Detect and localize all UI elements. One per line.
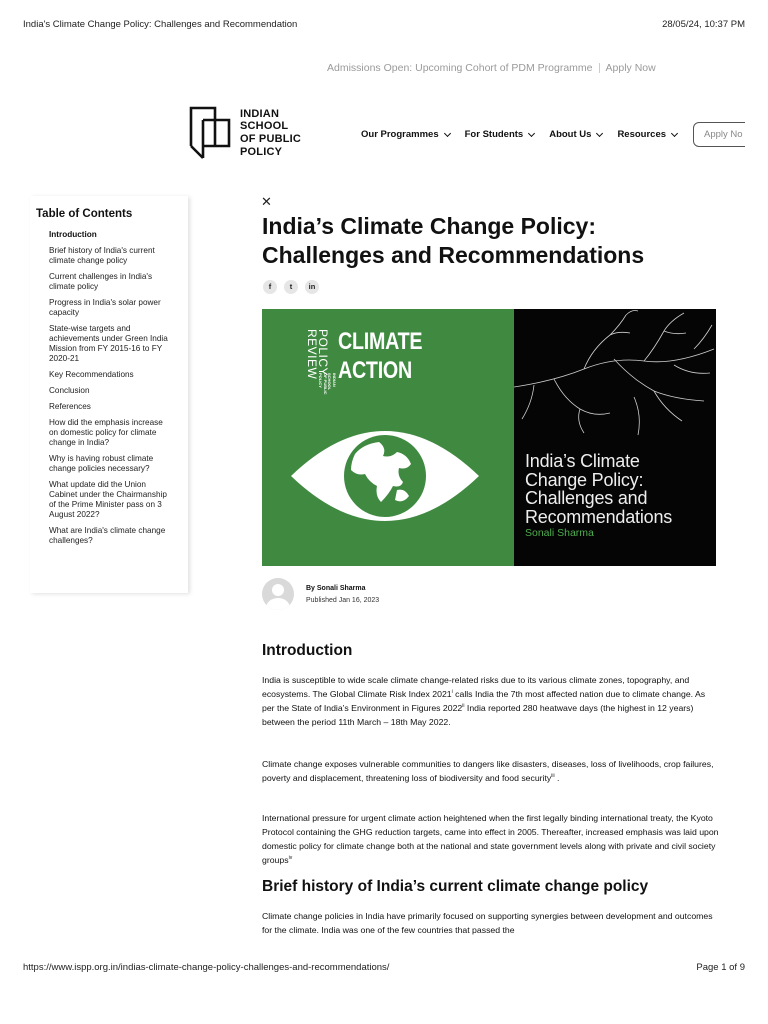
toc-item-references[interactable]: References [49,401,91,411]
toc-item-current-challenges[interactable]: Current challenges in India's climate policy [49,271,153,291]
hero-author: Sonali Sharma [525,527,594,539]
toc-item-state-wise-targets[interactable]: State-wise targets and achievements under Green India Mission from FY 2015-16 to FY 2020-21 [49,323,168,364]
published-date: Published Jan 16, 2023 [306,596,380,604]
intro-paragraph-2 [262,757,720,785]
text-run: India is susceptible to wide scale climate change-related risks due to its various climate zones, topography, and ecosystems. The Global Climate Risk Index 2021 [262,675,690,700]
section-heading-brief-history: Brief history of India’s current climate change policy [262,878,649,895]
logo-line: POLICY [240,145,283,158]
toc-title: Table of Contents [36,208,133,220]
print-header-datetime: 28/05/24, 10:37 PM [662,19,745,30]
page-clip-edge [745,110,768,160]
isp-vertical-text: INDIAN SCHOOL OF PUBLIC POLICY [318,373,337,395]
chevron-down-icon [528,129,535,136]
announcement-bar [327,62,656,74]
print-header [23,19,745,30]
climate-action-text [338,327,422,385]
twitter-icon[interactable]: t [284,280,298,294]
hero-title-line: Recommendations [525,506,673,527]
print-footer-url: https://www.ispp.org.in/indias-climate-change-policy-challenges-and-recommendations/ [23,962,390,973]
print-footer [23,962,745,973]
toc-list [36,230,188,547]
toc-item-faq-robust-policies[interactable]: Why is having robust climate change policies necessary? [49,453,154,473]
nav-item-resources[interactable] [617,129,677,140]
hero-title-line: Change Policy: [525,469,644,490]
nav-item-label: About Us [549,129,592,140]
main-nav [361,129,692,140]
policy-review-text: POLICY REVIEW [305,329,330,380]
nav-item-label: Resources [617,129,667,140]
article-title: India’s Climate Change Policy: Challenges and Recommendations [262,213,645,268]
toc-item-introduction[interactable]: Introduction [49,230,97,239]
logo-line: SCHOOL [240,120,289,133]
tree-branches-icon [514,309,716,459]
logo-line: INDIAN [240,107,280,120]
text-run: . [554,773,560,784]
table-of-contents [30,196,188,593]
text-run: calls India the 7th most affected nation due to climate change. As per the State of India’s Environment in Figures 2022 [262,689,706,714]
facebook-icon[interactable]: f [263,280,277,294]
announcement-apply-link[interactable]: Apply Now [605,62,656,74]
section-heading-introduction: Introduction [262,642,353,659]
text-run: International pressure for urgent climate action heightened when the first legally binding international treaty, the Kyoto Protocol containing the GHG reduction targets, came into effect in 2005. Thereafter, increased emphasis was laid upon domestic policy for climate change both at the national and state government levels along with private and civil society groups [262,813,719,866]
avatar [262,578,294,610]
apply-now-button[interactable]: Apply No [693,122,753,147]
nav-item-for-students[interactable] [465,129,535,140]
toc-item-key-recommendations[interactable]: Key Recommendations [49,370,134,380]
nav-item-our-programmes[interactable] [361,129,450,140]
history-paragraph-1: Climate change policies in India have primarily focused on supporting synergies between development and outcomes for the climate. India was one of the few countries that passed the [262,911,713,936]
ispp-logo[interactable] [189,106,301,160]
nav-item-about-us[interactable] [549,129,602,140]
hero-green-panel [262,309,514,566]
eye-globe-icon [289,424,481,528]
footnote-ref[interactable]: iv [288,855,293,862]
author-meta [306,585,379,604]
nav-item-label: Our Programmes [361,129,439,140]
logo-wordmark [240,108,301,158]
footnote-ref[interactable]: i [451,689,453,696]
hero-black-panel [514,309,716,566]
print-footer-page: Page 1 of 9 [696,962,745,973]
toc-item-faq-emphasis[interactable]: How did the emphasis increase on domestic policy for climate change in India? [49,417,163,447]
author-name[interactable]: By Sonali Sharma [306,584,366,592]
toc-item-conclusion[interactable]: Conclusion [49,386,90,395]
toc-item-brief-history[interactable]: Brief history of India's current climate change policy [49,245,155,265]
author-byline [262,578,379,610]
announcement-divider [599,63,600,73]
intro-paragraph-3 [262,811,720,867]
footnote-ref[interactable]: iii [551,773,555,780]
ispp-logo-icon [189,106,231,160]
hero-title-line: India’s Climate [525,451,640,471]
text-run: Climate change exposes vulnerable communities to dangers like disasters, diseases, loss of livelihoods, crop failures, poverty and displacement, threatening loss of biodiversity and food security [262,759,714,784]
intro-paragraph-1 [262,673,720,729]
share-bar [263,280,326,294]
announcement-text[interactable]: Admissions Open: Upcoming Cohort of PDM Programme [327,62,593,74]
toc-item-faq-challenges[interactable]: What are India's climate change challenges? [49,526,166,546]
hero-title [525,452,672,526]
chevron-down-icon [444,129,451,136]
footnote-ref[interactable]: ii [462,703,465,710]
climate-line: CLIMATE [338,328,423,355]
toc-item-faq-union-cabinet[interactable]: What update did the Union Cabinet under the Chairmanship of the Prime Minister pass on 3 August 2022? [49,479,167,520]
nav-item-label: For Students [464,129,524,140]
hero-title-line: Challenges and [525,488,648,508]
chevron-down-icon [596,129,603,136]
linkedin-icon[interactable]: in [305,280,319,294]
print-header-title: India's Climate Change Policy: Challenges and Recommendation [23,19,298,30]
hero-image [262,309,716,566]
toc-item-solar-progress[interactable]: Progress in India's solar power capacity [49,297,161,317]
text-run: India reported 280 heatwave days (the highest in 12 years) between the period 11th March – 18th May 2022. [262,703,694,728]
chevron-down-icon [671,129,678,136]
action-line: ACTION [338,357,412,384]
close-icon[interactable]: ✕ [261,194,272,209]
logo-line: OF PUBLIC [240,133,302,145]
